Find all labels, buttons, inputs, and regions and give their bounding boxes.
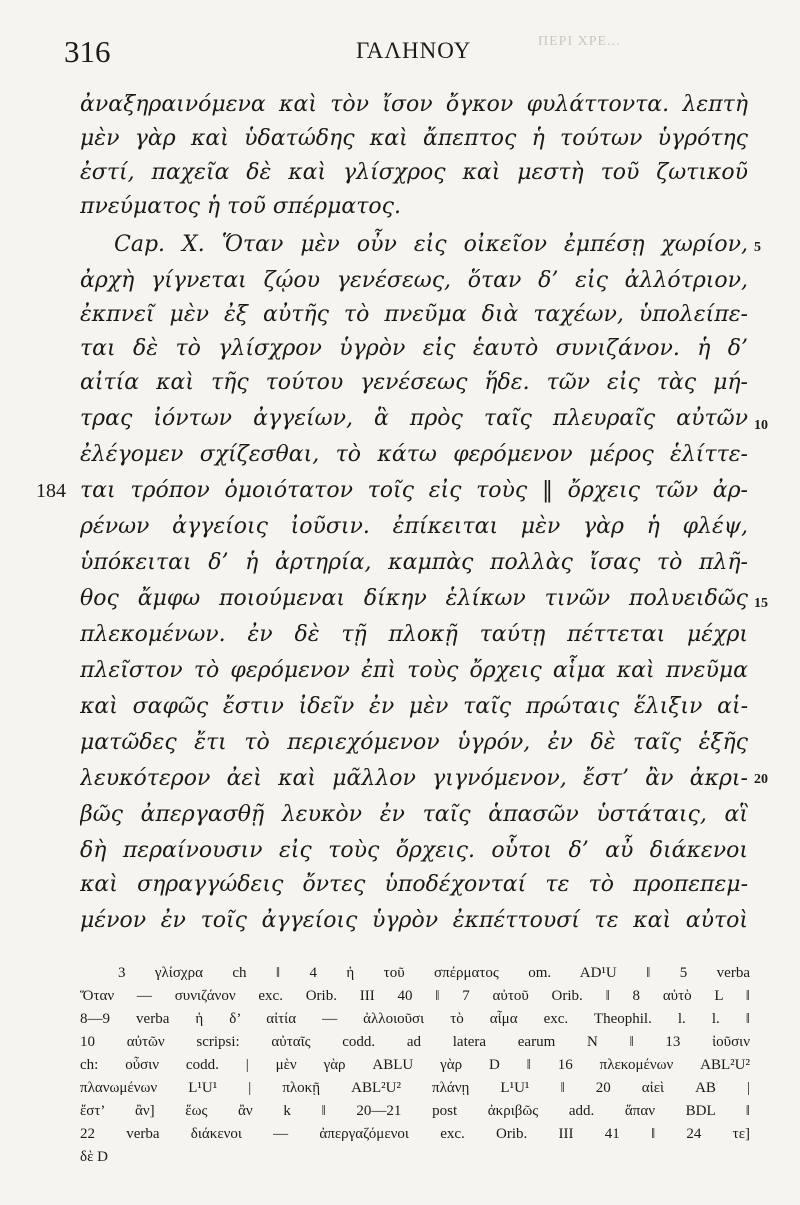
margin-page-ref: 184 bbox=[36, 480, 66, 502]
text-line: τρας ἰόντων ἀγγείων, ἃ πρὸς ταῖς πλευραῖς αὐτῶν bbox=[80, 406, 748, 431]
text-line: δὴ περαίνουσιν εἰς τοὺς ὄρχεις. οὗτοι δ’ αὖ διάκενοι bbox=[80, 838, 748, 863]
line-number-15: 15 bbox=[754, 596, 768, 611]
text-line: ματῶδες ἔτι τὸ περιεχόμενον ὑγρόν, ἐν δὲ ταῖς ἑξῆς bbox=[80, 730, 748, 755]
text-line: ται τρόπον ὁμοιότατον τοῖς εἰς τοὺς ‖ ὄρχεις τῶν ἀρ- bbox=[80, 478, 748, 503]
line-number-20: 20 bbox=[754, 772, 768, 787]
apparatus-line: δὲ D bbox=[80, 1149, 108, 1165]
text-line: μὲν γὰρ καὶ ὑδατώδης καὶ ἄπεπτος ἡ τούτων ὑγρότης bbox=[80, 126, 748, 151]
apparatus-line: πλανωμένων L¹U¹ | πλοκῇ ABL²U² πλάνῃ L¹U¹ ‖ 20 αἰεὶ AB | bbox=[80, 1080, 750, 1096]
text-line: θος ἄμφω ποιούμεναι δίκην ἑλίκων τινῶν πολυειδῶς bbox=[80, 586, 748, 611]
bleed-through-text: ΠΕΡΙ ΧΡΕ... bbox=[538, 34, 621, 49]
text-line: ἐλέγομεν σχίζεσθαι, τὸ κάτω φερόμενον μέρος ἑλίττε- bbox=[80, 442, 748, 467]
text-line: ἐστί, παχεῖα δὲ καὶ γλίσχρος καὶ μεστὴ τοῦ ζωτικοῦ bbox=[80, 160, 748, 185]
text-line: ἀναξηραινόμενα καὶ τὸν ἴσον ὄγκον φυλάττοντα. λεπτὴ bbox=[80, 92, 748, 117]
page-number: 316 bbox=[64, 34, 111, 69]
text-line: αἰτία καὶ τῆς τούτου γενέσεως ἥδε. τῶν εἰς τὰς μή- bbox=[80, 370, 748, 395]
text-line: ἐκπνεῖ μὲν ἐξ αὐτῆς τὸ πνεῦμα διὰ ταχέων, ὑπολείπε- bbox=[80, 302, 748, 327]
text-line: λευκότερον ἀεὶ καὶ μᾶλλον γιγνόμενον, ἔστ’ ἂν ἀκρι- bbox=[80, 766, 748, 791]
line-number-10: 10 bbox=[754, 418, 768, 433]
text-line: ρένων ἀγγείοις ἰοῦσιν. ἐπίκειται μὲν γὰρ ἡ φλέψ, bbox=[80, 514, 748, 539]
text-line: βῶς ἀπεργασθῇ λευκὸν ἐν ταῖς ἁπασῶν ὑστάταις, αἳ bbox=[80, 802, 748, 827]
text-line: ἀρχὴ γίγνεται ζῴου γενέσεως, ὅταν δ’ εἰς ἀλλότριον, bbox=[80, 268, 748, 293]
apparatus-line: 22 verba διάκενοι — ἀπεργαζόμενοι exc. Orib. III 41 ‖ 24 τε] bbox=[80, 1126, 750, 1142]
apparatus-line: 10 αὐτῶν scripsi: αὐταῖς codd. ad latera earum N ‖ 13 ἰοῦσιν bbox=[80, 1034, 750, 1050]
text-line: καὶ σαφῶς ἔστιν ἰδεῖν ἐν μὲν ταῖς πρώταις ἕλιξιν αἱ- bbox=[80, 694, 748, 719]
text-line: καὶ σηραγγώδεις ὄντες ὑποδέχονταί τε τὸ προπεπεμ- bbox=[80, 872, 748, 897]
running-head: ΓΑΛΗΝΟΥ bbox=[356, 38, 472, 63]
text-line: πλεκομένων. ἐν δὲ τῇ πλοκῇ ταύτῃ πέττεται μέχρι bbox=[80, 622, 748, 647]
text-line-chapter-start: Cap. X. Ὅταν μὲν οὖν εἰς οἰκεῖον ἐμπέσῃ χωρίον, bbox=[114, 232, 748, 257]
text-line: ὑπόκειται δ’ ἡ ἀρτηρία, καμπὰς πολλὰς ἴσας τὸ πλῆ- bbox=[80, 550, 748, 575]
apparatus-line: ch: οὖσιν codd. | μὲν γὰρ ABLU γὰρ D ‖ 16 πλεκομένων ABL²U² bbox=[80, 1057, 750, 1073]
apparatus-line: Ὅταν — συνιζάνον exc. Orib. III 40 ‖ 7 αὐτοῦ Orib. ‖ 8 αὐτὸ L ‖ bbox=[80, 988, 750, 1004]
text-line: ται δὲ τὸ γλίσχρον ὑγρὸν εἰς ἑαυτὸ συνιζάνον. ἡ δ’ bbox=[80, 336, 748, 361]
text-line: πνεύματος ἡ τοῦ σπέρματος. bbox=[80, 194, 401, 219]
apparatus-line: 3 γλίσχρα ch ‖ 4 ἡ τοῦ σπέρματος om. AD¹U ‖ 5 verba bbox=[118, 965, 750, 981]
apparatus-line: ἔστ’ ἂν] ἕως ἂν k ‖ 20—21 post ἀκριβῶς add. ἅπαν BDL ‖ bbox=[80, 1103, 750, 1119]
text-line: πλεῖστον τὸ φερόμενον ἐπὶ τοὺς ὄρχεις αἷμα καὶ πνεῦμα bbox=[80, 658, 748, 683]
text-line: μένον ἐν τοῖς ἀγγείοις ὑγρὸν ἐκπέττουσί τε καὶ αὐτοὶ bbox=[80, 908, 748, 933]
line-number-5: 5 bbox=[754, 240, 761, 255]
apparatus-line: 8—9 verba ἡ δ’ αἰτία — ἀλλοιοῦσι τὸ αἷμα exc. Theophil. l. l. ‖ bbox=[80, 1011, 750, 1027]
